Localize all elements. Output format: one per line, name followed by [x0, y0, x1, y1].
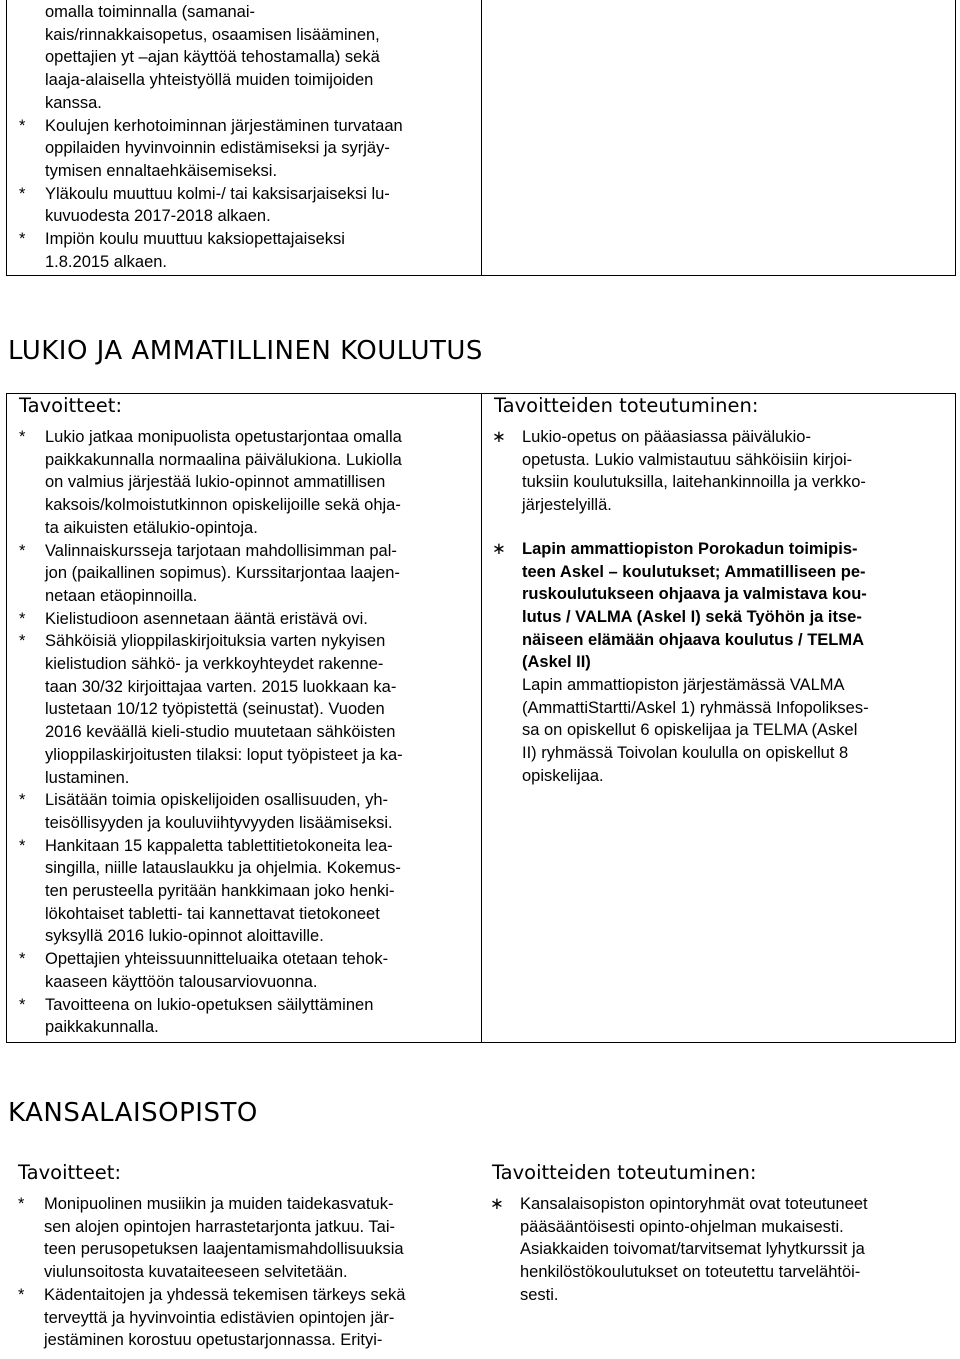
list-item: * Kielistudioon asennetaan ääntä eristävä ovi. [19, 609, 368, 628]
lukio-outcomes-cell [482, 394, 956, 1043]
list-item: * Impiön koulu muuttuu kaksiopettajaiseksi 1.8.2015 alkaen. [19, 230, 345, 271]
goals-header: Tavoitteet: [19, 394, 123, 417]
list-item: * Monipuolinen musiikin ja muiden taidekasvatuk- sen alojen opintojen harrastetarjonta jatkuu. Tai- teen perusopetuksen laajentamismahdollisuuksia viulunsoitosta kuvataiteeseen selvitetään. [18, 1195, 404, 1282]
list-item: * Opettajien yhteissuunnitteluaika otetaan tehok- kaaseen käyttöön talousarviovuonna. [19, 950, 389, 991]
outcomes-header: Tavoitteiden toteutuminen: [492, 1161, 757, 1184]
section-heading-lukio: LUKIO JA AMMATILLINEN KOULUTUS [8, 336, 483, 366]
kansalaisopisto-goals-cell [6, 1161, 480, 1352]
goals-header: Tavoitteet: [18, 1161, 122, 1184]
list-item: * Lukio jatkaa monipuolista opetustarjontaa omalla paikkakunnalla normaalina päivälukiona. Lukiolla on valmius järjestää lukio-opinnot ammatillisen kaksois/kolmoistutkinnon opiskelijoille sekä ohja- ta aikuisten etälukio-opintoja. [19, 428, 402, 537]
outcomes-header: Tavoitteiden toteutuminen: [494, 394, 759, 417]
list-item: ∗ Lapin ammattiopiston Porokadun toimipis- teen Askel – koulutukset; Ammatilliseen pe- ruskoulutukseen ohjaava ja valmistava kou- lutus / VALMA (Askel I) sekä Työhön ja itse- näiseen elämään ohjaava koulutus / TELMA (Askel II) Lapin ammattiopiston järjestämässä VALMA (AmmattiStartti/Askel 1) ryhmässä Infopolikses- sa on opiskellut 6 opiskelijaa ja TELMA (Askel II) ryhmässä Toivolan koululla on opiskellut 8 opiskelijaa. [492, 539, 869, 785]
list-item: ∗ Kansalaisopiston opintoryhmät ovat toteutuneet pääsääntöisesti opinto-ohjelman mukaisesti. Asiakkaiden toivomat/tarvitsemat lyhytkurssit ja henkilöstökoulutukset on toteutettu tarvelähtöi- sesti. [490, 1195, 868, 1304]
kansalaisopisto-table [6, 1161, 956, 1352]
list-item: * Lisätään toimia opiskelijoiden osallisuuden, yh- teisöllisyyden ja kouluviihtyvyyden lisäämiseksi. [19, 791, 393, 832]
list-item: * Tavoitteena on lukio-opetuksen säilyttäminen paikkakunnalla. [19, 995, 374, 1037]
top-left-cell [7, 0, 482, 276]
list-item: * Kädentaitojen ja yhdessä tekemisen tärkeys sekä terveyttä ja hyvinvointia edistävien opintojen jär- jestäminen korostuu opetustarjonnassa. Erityi- [18, 1285, 406, 1350]
list-item: * Koulujen kerhotoiminnan järjestäminen turvataan oppilaiden hyvinvoinnin edistämiseksi ja syrjäy- tymisen ennaltaehkäisemiseksi. [19, 116, 403, 180]
list-item: ∗ Lukio-opetus on pääasiassa päivälukio- opetusta. Lukio valmistautuu sähköisiin kirjoi- tuksiin koulutuksilla, laitehankinnoilla ja verkko- järjestelyillä. [492, 428, 866, 515]
section-heading-kansalaisopisto: KANSALAISOPISTO [8, 1098, 258, 1128]
lukio-table [6, 393, 956, 1043]
list-item: * Hankitaan 15 kappaletta tablettitietokoneita lea- singilla, niille latauslaukku ja ohjelmia. Kokemus- ten perusteella pyritään hankkimaan joko henki- lökohtaiset tabletti- tai kannettavat tietokoneet syksyllä 2016 lukio-opinnot aloittaville. [19, 836, 401, 946]
top-table [6, 0, 956, 276]
kansalaisopisto-outcomes-cell [480, 1161, 956, 1352]
list-item: * Sähköisiä ylioppilaskirjoituksia varten nykyisen kielistudion sähkö- ja verkkoyhteydet rakenne- taan 30/32 kirjoittajaa varten. 2015 luokkaan ka- lustetaan 10/12 työpistettä (seinustat). Vuoden 2016 keväällä kieli-studio muutetaan sähköisten ylioppilaskirjoitusten tilaksi: loput työpisteet ja ka- lustaminen. [19, 632, 403, 787]
continuation-text: omalla toiminnalla (samanai- kais/rinnakkaisopetus, osaamisen lisääminen, opettajien yt –ajan käyttöä tehostamalla) sekä laaja-alaisella yhteistyöllä muiden toimijoiden kanssa. [45, 3, 380, 112]
lukio-goals-cell [7, 394, 482, 1043]
list-item: * Yläkoulu muuttuu kolmi-/ tai kaksisarjaiseksi lu- kuvuodesta 2017-2018 alkaen. [19, 184, 390, 226]
top-right-cell [482, 0, 956, 276]
list-item: * Valinnaiskursseja tarjotaan mahdollisimman pal- jon (paikallinen sopimus). Kurssitarjontaa laajen- netaan etäopinnoilla. [19, 541, 400, 605]
